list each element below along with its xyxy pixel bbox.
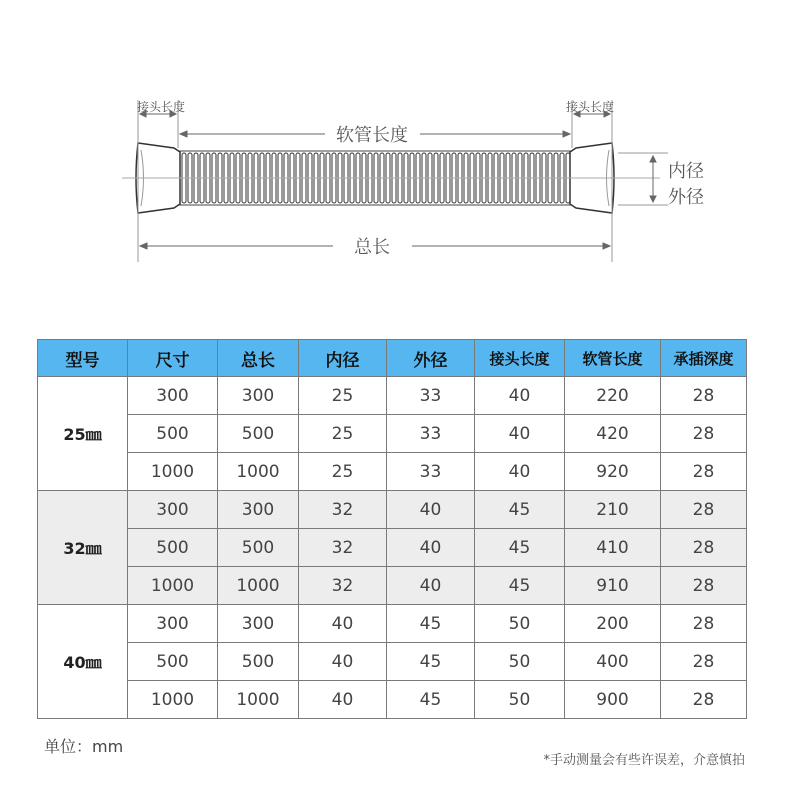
table-cell: 400 bbox=[565, 643, 661, 681]
table-row bbox=[38, 453, 747, 491]
table-cell: 32 bbox=[299, 567, 387, 605]
table-cell: 28 bbox=[661, 681, 747, 719]
table-cell: 33 bbox=[387, 453, 475, 491]
table-cell: 32 bbox=[299, 491, 387, 529]
table-header-row bbox=[38, 340, 747, 377]
hose-length-label: 软管长度 bbox=[336, 125, 408, 146]
header-hose-length: 软管长度 bbox=[565, 340, 661, 377]
table-cell: 1000 bbox=[218, 567, 299, 605]
table-cell: 33 bbox=[387, 415, 475, 453]
header-inner-diameter: 内径 bbox=[299, 340, 387, 377]
table-cell: 420 bbox=[565, 415, 661, 453]
table-cell: 50 bbox=[475, 643, 565, 681]
table-row bbox=[38, 491, 747, 529]
table-cell: 900 bbox=[565, 681, 661, 719]
table-cell: 40 bbox=[475, 377, 565, 415]
table-cell: 300 bbox=[128, 491, 218, 529]
table-cell: 28 bbox=[661, 491, 747, 529]
model-cell: 25㎜ bbox=[38, 377, 128, 491]
diameter-arrow bbox=[650, 156, 656, 202]
table-cell: 1000 bbox=[128, 681, 218, 719]
table-cell: 40 bbox=[387, 529, 475, 567]
table-cell: 40 bbox=[299, 681, 387, 719]
table-body bbox=[38, 377, 747, 719]
table-cell: 25 bbox=[299, 415, 387, 453]
table-cell: 28 bbox=[661, 529, 747, 567]
table-cell: 300 bbox=[218, 377, 299, 415]
table-cell: 28 bbox=[661, 567, 747, 605]
table-cell: 40 bbox=[299, 643, 387, 681]
table-cell: 500 bbox=[218, 643, 299, 681]
table-row bbox=[38, 643, 747, 681]
hose-dimension-diagram bbox=[0, 0, 800, 300]
table-cell: 45 bbox=[387, 681, 475, 719]
measurement-note: *手动测量会有些许误差，介意慎拍 bbox=[543, 753, 745, 768]
table-cell: 1000 bbox=[218, 453, 299, 491]
table-cell: 25 bbox=[299, 453, 387, 491]
table-row bbox=[38, 415, 747, 453]
table-cell: 920 bbox=[565, 453, 661, 491]
joint-length-right-label: 接头长度 bbox=[565, 100, 615, 114]
table-row bbox=[38, 681, 747, 719]
unit-label: 单位：mm bbox=[44, 737, 124, 756]
header-socket-depth: 承插深度 bbox=[661, 340, 747, 377]
table-cell: 500 bbox=[128, 643, 218, 681]
table-cell: 500 bbox=[218, 415, 299, 453]
table-row bbox=[38, 605, 747, 643]
table-cell: 50 bbox=[475, 605, 565, 643]
table-cell: 1000 bbox=[128, 567, 218, 605]
table-cell: 910 bbox=[565, 567, 661, 605]
table-cell: 28 bbox=[661, 415, 747, 453]
table-cell: 32 bbox=[299, 529, 387, 567]
table-cell: 40 bbox=[387, 491, 475, 529]
table-cell: 500 bbox=[128, 529, 218, 567]
table-cell: 40 bbox=[475, 415, 565, 453]
table-cell: 40 bbox=[299, 605, 387, 643]
table-cell: 300 bbox=[128, 605, 218, 643]
spec-table bbox=[37, 339, 747, 719]
model-cell: 32㎜ bbox=[38, 491, 128, 605]
header-joint-length: 接头长度 bbox=[475, 340, 565, 377]
table-cell: 200 bbox=[565, 605, 661, 643]
table-cell: 28 bbox=[661, 605, 747, 643]
table-cell: 33 bbox=[387, 377, 475, 415]
table-cell: 210 bbox=[565, 491, 661, 529]
total-length-label: 总长 bbox=[354, 237, 390, 258]
table-cell: 40 bbox=[475, 453, 565, 491]
joint-length-arrows bbox=[140, 111, 610, 117]
table-cell: 410 bbox=[565, 529, 661, 567]
model-cell: 40㎜ bbox=[38, 605, 128, 719]
table-cell: 45 bbox=[475, 567, 565, 605]
table-row bbox=[38, 377, 747, 415]
inner-diameter-label: 内径 bbox=[668, 161, 704, 182]
table-cell: 1000 bbox=[218, 681, 299, 719]
joint-length-left-label: 接头长度 bbox=[136, 100, 186, 114]
header-outer-diameter: 外径 bbox=[387, 340, 475, 377]
table-cell: 45 bbox=[387, 643, 475, 681]
table-cell: 45 bbox=[387, 605, 475, 643]
table-cell: 45 bbox=[475, 491, 565, 529]
table-cell: 1000 bbox=[128, 453, 218, 491]
header-size: 尺寸 bbox=[128, 340, 218, 377]
table-cell: 28 bbox=[661, 453, 747, 491]
header-total-length: 总长 bbox=[218, 340, 299, 377]
table-cell: 28 bbox=[661, 377, 747, 415]
table-row bbox=[38, 567, 747, 605]
table-cell: 25 bbox=[299, 377, 387, 415]
table-cell: 28 bbox=[661, 643, 747, 681]
table-cell: 500 bbox=[128, 415, 218, 453]
table-cell: 300 bbox=[218, 491, 299, 529]
outer-diameter-label: 外径 bbox=[668, 187, 704, 208]
table-cell: 300 bbox=[128, 377, 218, 415]
table-row bbox=[38, 529, 747, 567]
table-cell: 220 bbox=[565, 377, 661, 415]
table-cell: 50 bbox=[475, 681, 565, 719]
table-cell: 500 bbox=[218, 529, 299, 567]
table-cell: 45 bbox=[475, 529, 565, 567]
table-cell: 40 bbox=[387, 567, 475, 605]
table-cell: 300 bbox=[218, 605, 299, 643]
header-model: 型号 bbox=[38, 340, 128, 377]
